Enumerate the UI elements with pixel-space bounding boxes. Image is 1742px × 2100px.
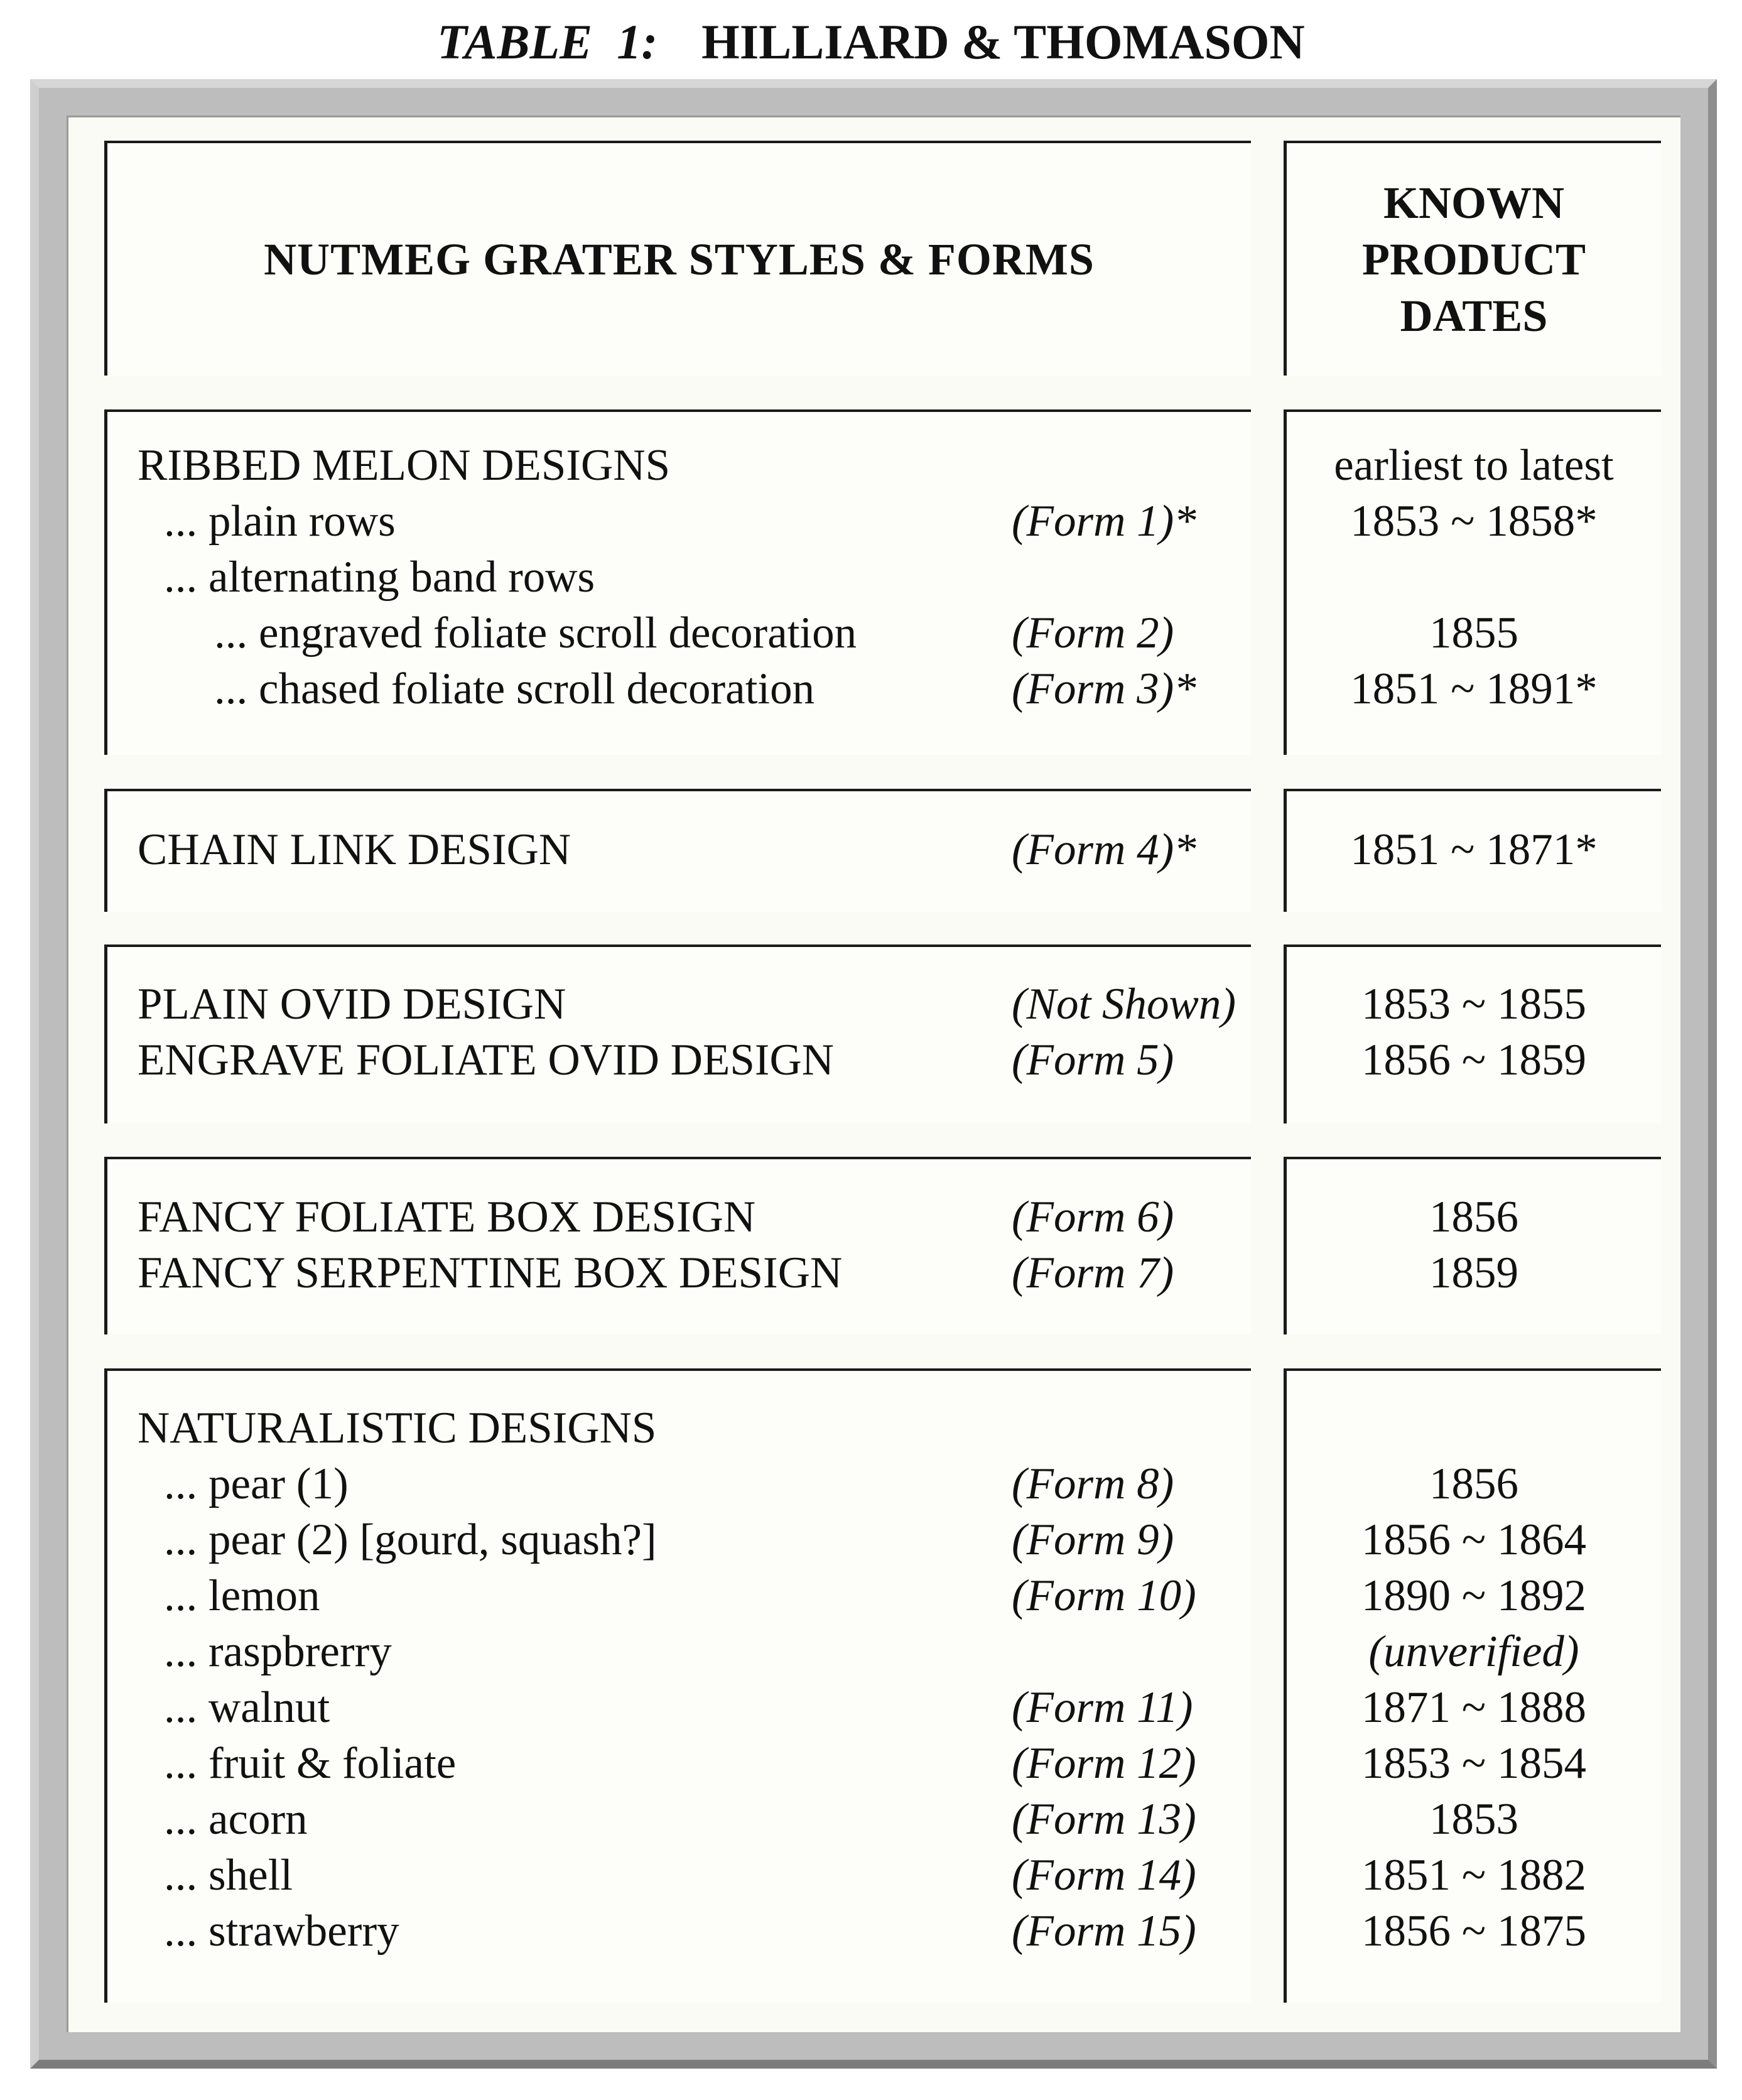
row-date: 1890 ~ 1892 [1361, 1571, 1586, 1620]
row-date: 1853 [1429, 1795, 1518, 1844]
table-row [107, 1679, 1251, 1736]
row-date: 1851 ~ 1891* [1350, 664, 1598, 713]
section-ovid [104, 944, 1251, 1123]
row-date: 1856 ~ 1859 [1361, 1036, 1586, 1085]
row-form: (Form 11) [1012, 1683, 1193, 1732]
row-label: ... pear (2) [gourd, squash?] [164, 1515, 657, 1564]
table-frame [30, 79, 1717, 2069]
table-row [107, 1567, 1251, 1624]
table-row [107, 661, 1251, 717]
row-label: ... engraved foliate scroll decoration [214, 609, 857, 658]
section-ovid-dates [1284, 944, 1661, 1123]
header-dates-label [1287, 143, 1661, 376]
row-form: (Form 2) [1012, 609, 1174, 658]
row-label: ... pear (1) [164, 1459, 349, 1508]
table-row [107, 1512, 1251, 1568]
section-ribbed-melon-dates [1284, 409, 1661, 755]
row-form: (Form 7) [1012, 1248, 1174, 1297]
row-form: (Form 14) [1012, 1851, 1196, 1900]
table-row [107, 1847, 1251, 1903]
row-label: ... fruit & foliate [164, 1739, 457, 1788]
row-label: ... lemon [164, 1571, 320, 1620]
row-form: (Form 9) [1012, 1515, 1174, 1564]
header-dates-line: KNOWN [1383, 178, 1564, 228]
table-row [107, 1189, 1251, 1245]
section-chain-link [104, 789, 1251, 912]
table-row [107, 1623, 1251, 1680]
row-date: 1853 ~ 1854 [1361, 1739, 1586, 1788]
row-date: 1856 ~ 1875 [1361, 1907, 1586, 1956]
table-title [0, 8, 1742, 77]
row-label: CHAIN LINK DESIGN [138, 825, 571, 874]
table-name: HILLIARD & THOMASON [701, 14, 1305, 69]
table-row [107, 1245, 1251, 1301]
header-dates-line: PRODUCT [1362, 234, 1586, 284]
section-box-designs-dates [1284, 1157, 1661, 1334]
row-label: ... walnut [164, 1683, 330, 1732]
header-dates-cell [1284, 141, 1661, 376]
row-form: (Form 10) [1012, 1571, 1196, 1620]
table-row [107, 976, 1251, 1032]
row-form: (Form 15) [1012, 1907, 1196, 1956]
row-label: ... acorn [164, 1795, 308, 1844]
row-date: 1855 [1429, 609, 1518, 658]
row-form: (Form 6) [1012, 1193, 1174, 1242]
table-row [107, 1456, 1251, 1512]
section-box-designs [104, 1157, 1251, 1334]
section-chain-link-dates [1284, 789, 1661, 912]
row-form: (Form 1)* [1012, 497, 1196, 546]
row-form: (Form 3)* [1012, 664, 1196, 713]
row-label: ... chased foliate scroll decoration [214, 664, 815, 713]
table-row [107, 1032, 1251, 1088]
section-naturalistic-dates [1284, 1368, 1661, 2003]
row-date: (unverified) [1368, 1627, 1579, 1676]
row-label: FANCY FOLIATE BOX DESIGN [138, 1193, 756, 1242]
row-date: 1851 ~ 1882 [1361, 1851, 1586, 1900]
table-row [107, 437, 1251, 494]
row-date: 1856 [1429, 1459, 1518, 1508]
table-panel [67, 116, 1680, 2032]
header-styles-label: NUTMEG GRATER STYLES & FORMS [264, 234, 1095, 284]
row-label: ... alternating band rows [164, 553, 595, 602]
row-date: 1853 ~ 1855 [1361, 980, 1586, 1029]
table-row [107, 1735, 1251, 1792]
row-date: 1851 ~ 1871* [1350, 825, 1598, 874]
table-row [107, 821, 1251, 878]
table-row [107, 549, 1251, 605]
row-form: (Form 12) [1012, 1739, 1196, 1788]
row-date: 1871 ~ 1888 [1361, 1683, 1586, 1732]
row-label: FANCY SERPENTINE BOX DESIGN [138, 1248, 843, 1297]
row-label: PLAIN OVID DESIGN [138, 980, 566, 1029]
table-row [107, 605, 1251, 661]
row-form: (Form 13) [1012, 1795, 1196, 1844]
table-row [107, 1400, 1251, 1456]
row-date: 1859 [1429, 1248, 1518, 1297]
header-styles-cell [104, 141, 1251, 376]
row-date: 1856 ~ 1864 [1361, 1515, 1586, 1564]
row-label: RIBBED MELON DESIGNS [138, 441, 671, 490]
row-label: ... plain rows [164, 497, 396, 546]
section-ribbed-melon [104, 409, 1251, 755]
row-form: (Form 4)* [1012, 825, 1196, 874]
row-label: ENGRAVE FOLIATE OVID DESIGN [138, 1036, 834, 1085]
row-form: (Form 8) [1012, 1459, 1174, 1508]
section-naturalistic [104, 1368, 1251, 2003]
row-label: ... shell [164, 1851, 293, 1900]
row-date: 1853 ~ 1858* [1350, 497, 1598, 546]
row-label: NATURALISTIC DESIGNS [138, 1404, 657, 1453]
table-label: TABLE 1: [437, 14, 658, 69]
table-row [107, 1903, 1251, 1959]
row-form: (Not Shown) [1012, 980, 1236, 1029]
row-date: earliest to latest [1334, 441, 1614, 490]
row-date: 1856 [1429, 1193, 1518, 1242]
row-form: (Form 5) [1012, 1036, 1174, 1085]
header-dates-line: DATES [1400, 291, 1548, 341]
table-row [107, 1791, 1251, 1848]
row-label: ... strawberry [164, 1907, 399, 1956]
row-label: ... raspbrerry [164, 1627, 392, 1676]
table-row [107, 493, 1251, 549]
